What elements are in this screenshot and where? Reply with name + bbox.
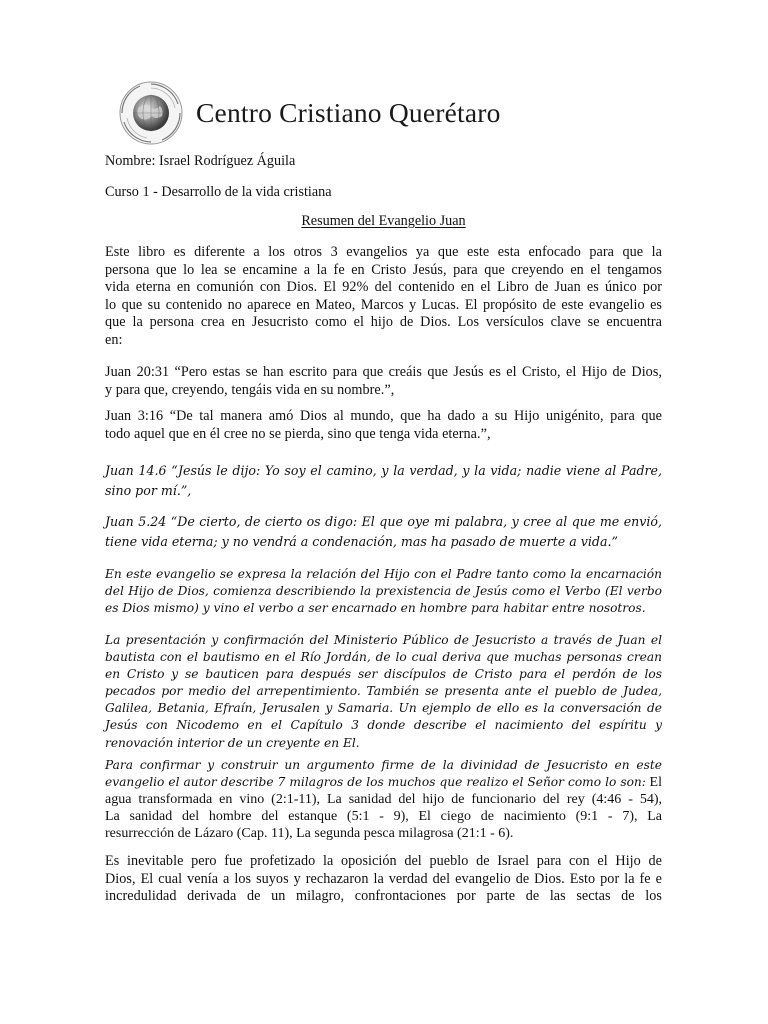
text-line: que la persona crea en Jesucristo como el hijo de Dios. Los versículos clave se encuentra	[105, 314, 662, 331]
text-line	[105, 757, 662, 774]
paragraph-ministry	[105, 632, 662, 752]
paragraph-intro	[105, 244, 662, 350]
text-line: en Cristo y se bauticen para después ser discípulos de Cristo para el perdón de los	[105, 667, 662, 682]
text-line: es Dios mismo) y vino el verbo a ser encarnado en hombre para habitar entre nosotros.	[105, 601, 646, 616]
text-line: Juan 20:31 “Pero estas se han escrito para que creáis que Jesús es el Cristo, el Hijo de Dios,	[105, 364, 662, 380]
text-line: Juan 3:16 “De tal manera amó Dios al mundo, que ha dado a su Hijo unigénito, para que	[105, 408, 662, 424]
paragraph-miracles	[105, 757, 662, 842]
text-line: renovación interior de un creyente en El.	[105, 735, 360, 750]
regular-part: agua transformada en vino (2:1-11), La sanidad del hijo de funcionario del rey (4:46 - 54),	[105, 792, 662, 808]
regular-part: El	[645, 775, 662, 791]
regular-part: resurrección de Lázaro (Cap. 11), La segunda pesca milagrosa (21:1 - 6).	[105, 826, 514, 842]
verse-juan-3-16	[105, 408, 662, 443]
verse-juan-14-6	[105, 461, 662, 501]
text-line: pecados por medio del arrepentimiento. También se presenta ante el pueblo de Judea,	[105, 684, 662, 699]
text-line	[105, 791, 662, 808]
italic-part: evangelio el autor describe 7 milagros de los muchos que realizo el Señor como lo son:	[105, 775, 646, 790]
regular-part: La sanidad del hombre del estanque (5:1 - 9), El ciego de nacimiento (9:1 - 7), La	[105, 809, 662, 825]
text-line: bautista con el bautismo en el Río Jordán, de lo cual deriva que muchas personas crean	[105, 650, 662, 665]
organization-name: Centro Cristiano Querétaro	[196, 97, 501, 128]
text-line: en:	[105, 331, 123, 348]
text-line: Juan 14.6 “Jesús le dijo: Yo soy el camino, y la verdad, y la vida; nadie viene al Padre,	[105, 463, 662, 478]
text-line	[105, 808, 662, 825]
text-line: y para que, creyendo, tengáis vida en su nombre.”,	[105, 381, 395, 398]
text-line: Es inevitable pero fue profetizado la oposición del pueblo de Israel para con el Hijo de	[105, 853, 662, 869]
text-line: Dios, El cual venía a los suyos y rechazaron la verdad del evangelio de Dios. Esto por la fe e	[105, 870, 662, 887]
italic-part: Para confirmar y construir un argumento firme de la divinidad de Jesucristo en este	[105, 758, 662, 772]
globe-seal-icon	[118, 80, 184, 146]
text-line: vida eterna en comunión con Dios. El 92% del contenido en el Libro de Juan es único por	[105, 279, 662, 296]
text-line: Este libro es diferente a los otros 3 evangelios ya que este esta enfocado para que la	[105, 244, 662, 260]
text-line: sino por mí.”,	[105, 483, 192, 498]
text-line	[105, 774, 662, 791]
course-name: Curso 1 - Desarrollo de la vida cristiana	[105, 184, 332, 200]
text-line: del Hijo de Dios, comienza describiendo la prexistencia de Jesús como el Verbo (El verbo	[105, 584, 662, 599]
student-name: Nombre: Israel Rodríguez Águila	[105, 153, 296, 169]
paragraph-opposition	[105, 853, 662, 906]
letterhead	[118, 80, 501, 146]
text-line	[105, 825, 662, 842]
text-line: tiene vida eterna; y no vendrá a condenación, mas ha pasado de muerte a vida.”	[105, 534, 618, 549]
text-line: incredulidad derivada de un milagro, confrontaciones por parte de las sectas de los	[105, 888, 662, 905]
text-line: lo que su contenido no aparece en Mateo, Marcos y Lucas. El propósito de este evangelio es	[105, 296, 662, 313]
text-line: Jesús con Nicodemo en el Capítulo 3 donde describe el nacimiento del espíritu y	[105, 718, 662, 733]
text-line: La presentación y confirmación del Ministerio Público de Jesucristo a través de Juan el	[105, 633, 662, 647]
text-line: Galilea, Betania, Efraín, Jerusalen y Samaria. Un ejemplo de ello es la conversación de	[105, 701, 662, 716]
verse-juan-20-31	[105, 364, 662, 399]
verse-juan-5-24	[105, 512, 662, 552]
text-line: todo aquel que en él cree no se pierda, sino que tenga vida eterna.”,	[105, 425, 491, 442]
text-line: Juan 5.24 “De cierto, de cierto os digo: El que oye mi palabra, y cree al que me envió,	[105, 514, 662, 529]
text-line: persona que lo lea se encamine a la fe en Cristo Jesús, para que creyendo en el tengamos	[105, 261, 662, 278]
text-line: En este evangelio se expresa la relación del Hijo con el Padre tanto como la encarnación	[105, 567, 662, 581]
paragraph-relation	[105, 566, 662, 617]
document-title: Resumen del Evangelio Juan	[301, 213, 466, 229]
